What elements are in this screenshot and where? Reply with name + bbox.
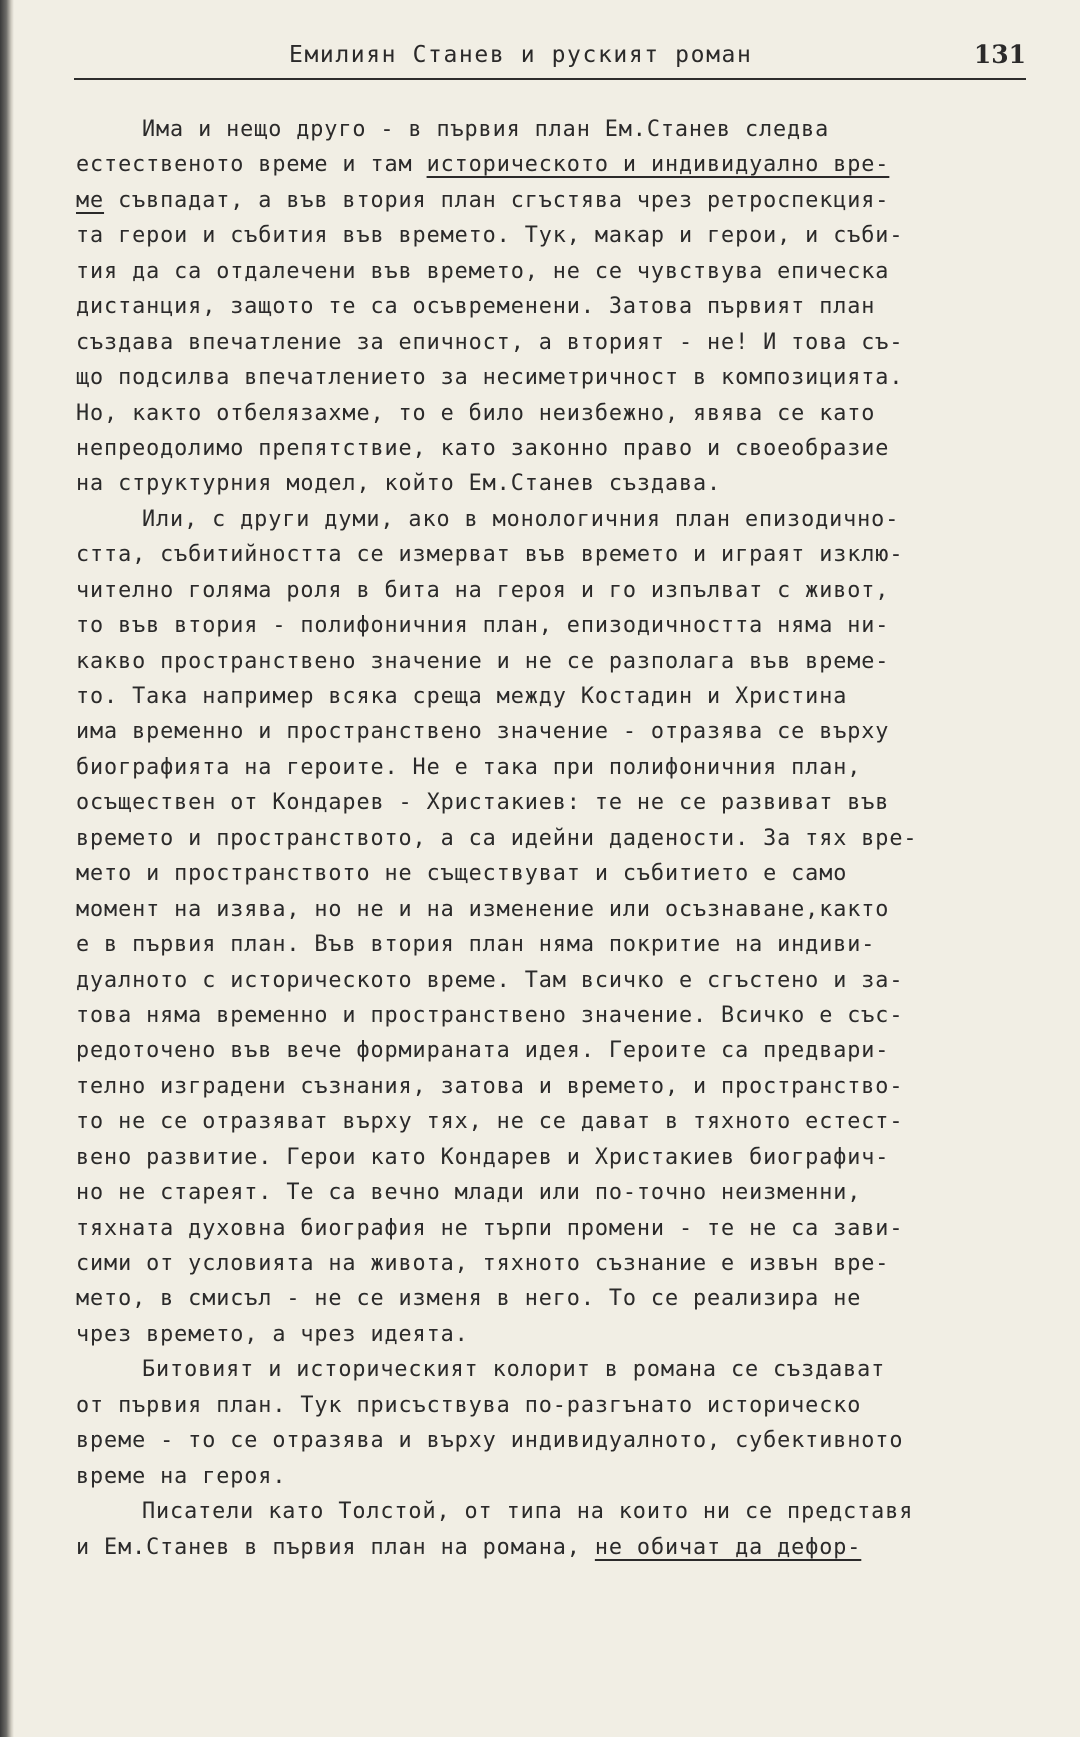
text-line [76,1246,1036,1281]
text-segment: естественото време и там [76,152,427,178]
text-segment: непреодолимо препятствие, като законно право и своеобразие [76,435,890,461]
page-number: 131 [973,40,1026,69]
text-segment: та герои и събития във времето. Тук, макар и герои, и съби- [76,223,904,249]
text-line [76,1530,1036,1565]
text-segment: вено развитие. Герои като Кондарев и Христакиев биографич- [76,1144,890,1170]
text-line [76,998,1036,1033]
text-line [76,1211,1036,1246]
text-segment: време на героя. [76,1463,287,1489]
text-segment: то във втория - полифоничния план, епизодичността няма ни- [76,613,890,639]
text-line [76,325,1036,360]
text-line [76,537,1036,572]
text-line [76,1140,1036,1175]
text-segment: мето и пространството не съществуват и събитието е само [76,861,848,887]
text-segment: редоточено във вече формираната идея. Героите са предвари- [76,1038,890,1064]
text-line [76,289,1036,324]
text-segment: и Ем.Станев в първия план на романа, [76,1534,595,1560]
text-line [76,431,1036,466]
text-line [76,502,1036,537]
text-segment: Или, с други думи, ако в монологичния план епизодично- [142,506,900,532]
text-line [76,608,1036,643]
text-segment: Но, както отбелязахме, то е било неизбежно, явява се като [76,400,876,426]
text-line [76,1281,1036,1316]
text-segment: от първия план. Тук присъствува по-разгънато историческо [76,1392,862,1418]
text-line [76,1104,1036,1139]
text-line [76,821,1036,856]
text-segment: има временно и пространствено значение - отразява се върху [76,719,890,745]
text-segment: създава впечатление за епичност, а вторият - не! И това съ- [76,329,904,355]
text-line [76,183,1036,218]
text-segment: но не стареят. Те са вечно млади или по-точно неизменни, [76,1180,862,1206]
text-line [76,750,1036,785]
text-line [76,396,1036,431]
underlined-text: историческото и индивидуално вре- [426,152,890,178]
text-segment: сими от условията на живота, тяхното съзнание е извън вре- [76,1251,890,1276]
text-segment: тяхната духовна биография не търпи промени - те не са зави- [76,1215,904,1241]
text-line [76,1459,1036,1494]
text-line [76,856,1036,891]
text-line [76,1494,1036,1529]
text-line [76,360,1036,395]
text-line [76,466,1036,501]
text-line [76,112,1036,147]
text-segment: чително голяма роля в бита на героя и го изпълват с живот, [76,577,890,603]
text-segment: на структурния модел, който Ем.Станев създава. [76,471,722,497]
text-line [76,1069,1036,1104]
text-segment: Писатели като Толстой, от типа на които ни се представя [142,1499,914,1525]
text-segment: Битовият и историческият колорит в романа се създават [142,1357,886,1383]
text-line [76,218,1036,253]
underlined-text: ме [76,187,105,213]
text-segment: дистанция, защото те са осъвременени. Затова първият план [76,294,876,320]
text-segment: Има и нещо друго - в първия план Ем.Станев следва [142,117,830,142]
text-line [76,1033,1036,1068]
text-segment: времето и пространството, а са идейни дадености. За тях вре- [76,825,918,851]
text-segment: мето, в смисъл - не се изменя в него. То се реализира не [76,1286,862,1312]
text-line [76,714,1036,749]
text-segment: телно изградени съзнания, затова и времето, и пространство- [76,1073,904,1099]
text-segment: биографията на героите. Не е така при полифоничния план, [76,754,862,780]
text-line [76,1175,1036,1210]
page-header [74,40,1026,80]
text-segment: чрез времето, а чрез идеята. [76,1321,469,1347]
text-line [76,963,1036,998]
text-line [76,892,1036,927]
text-line [76,1317,1036,1352]
text-segment: дуалното с историческото време. Там всичко е сгъстено и за- [76,967,904,993]
text-segment: то не се отразяват върху тях, не се дават в тяхното естест- [76,1109,904,1135]
text-segment: осъществен от Кондарев - Христакиев: те не се развиват във [76,790,890,816]
text-line [76,644,1036,679]
text-line [76,147,1036,182]
text-line [76,1352,1036,1387]
text-segment: е в първия план. Във втория план няма покритие на индиви- [76,932,876,958]
text-line [76,679,1036,714]
text-segment: що подсилва впечатлението за несиметричност в композицията. [76,365,904,391]
running-title: Емилиян Станев и руският роман [289,42,753,68]
text-segment: време - то се отразява и върху индивидуалното, субективното [76,1428,904,1454]
text-segment: какво пространствено значение и не се разполага във време- [76,648,890,674]
text-line [76,927,1036,962]
text-line [76,1423,1036,1458]
text-segment: тия да са отдалечени във времето, не се чувствува епическа [76,258,890,284]
body-text [76,112,1036,1565]
text-line [76,573,1036,608]
text-line [76,1388,1036,1423]
text-segment: то. Така например всяка среща между Костадин и Христина [76,684,848,709]
text-segment: момент на изява, но не и на изменение или осъзнаване,както [76,896,890,922]
text-segment: стта, събитийността се измерват във времето и играят изклю- [76,542,904,568]
text-segment: съвпадат, а във втория план сгъстява чрез ретроспекция- [104,187,890,213]
text-segment: това няма временно и пространствено значение. Всичко е със- [76,1002,904,1028]
text-line [76,785,1036,820]
text-line [76,254,1036,289]
underlined-text: не обичат да дефор- [594,1534,862,1560]
